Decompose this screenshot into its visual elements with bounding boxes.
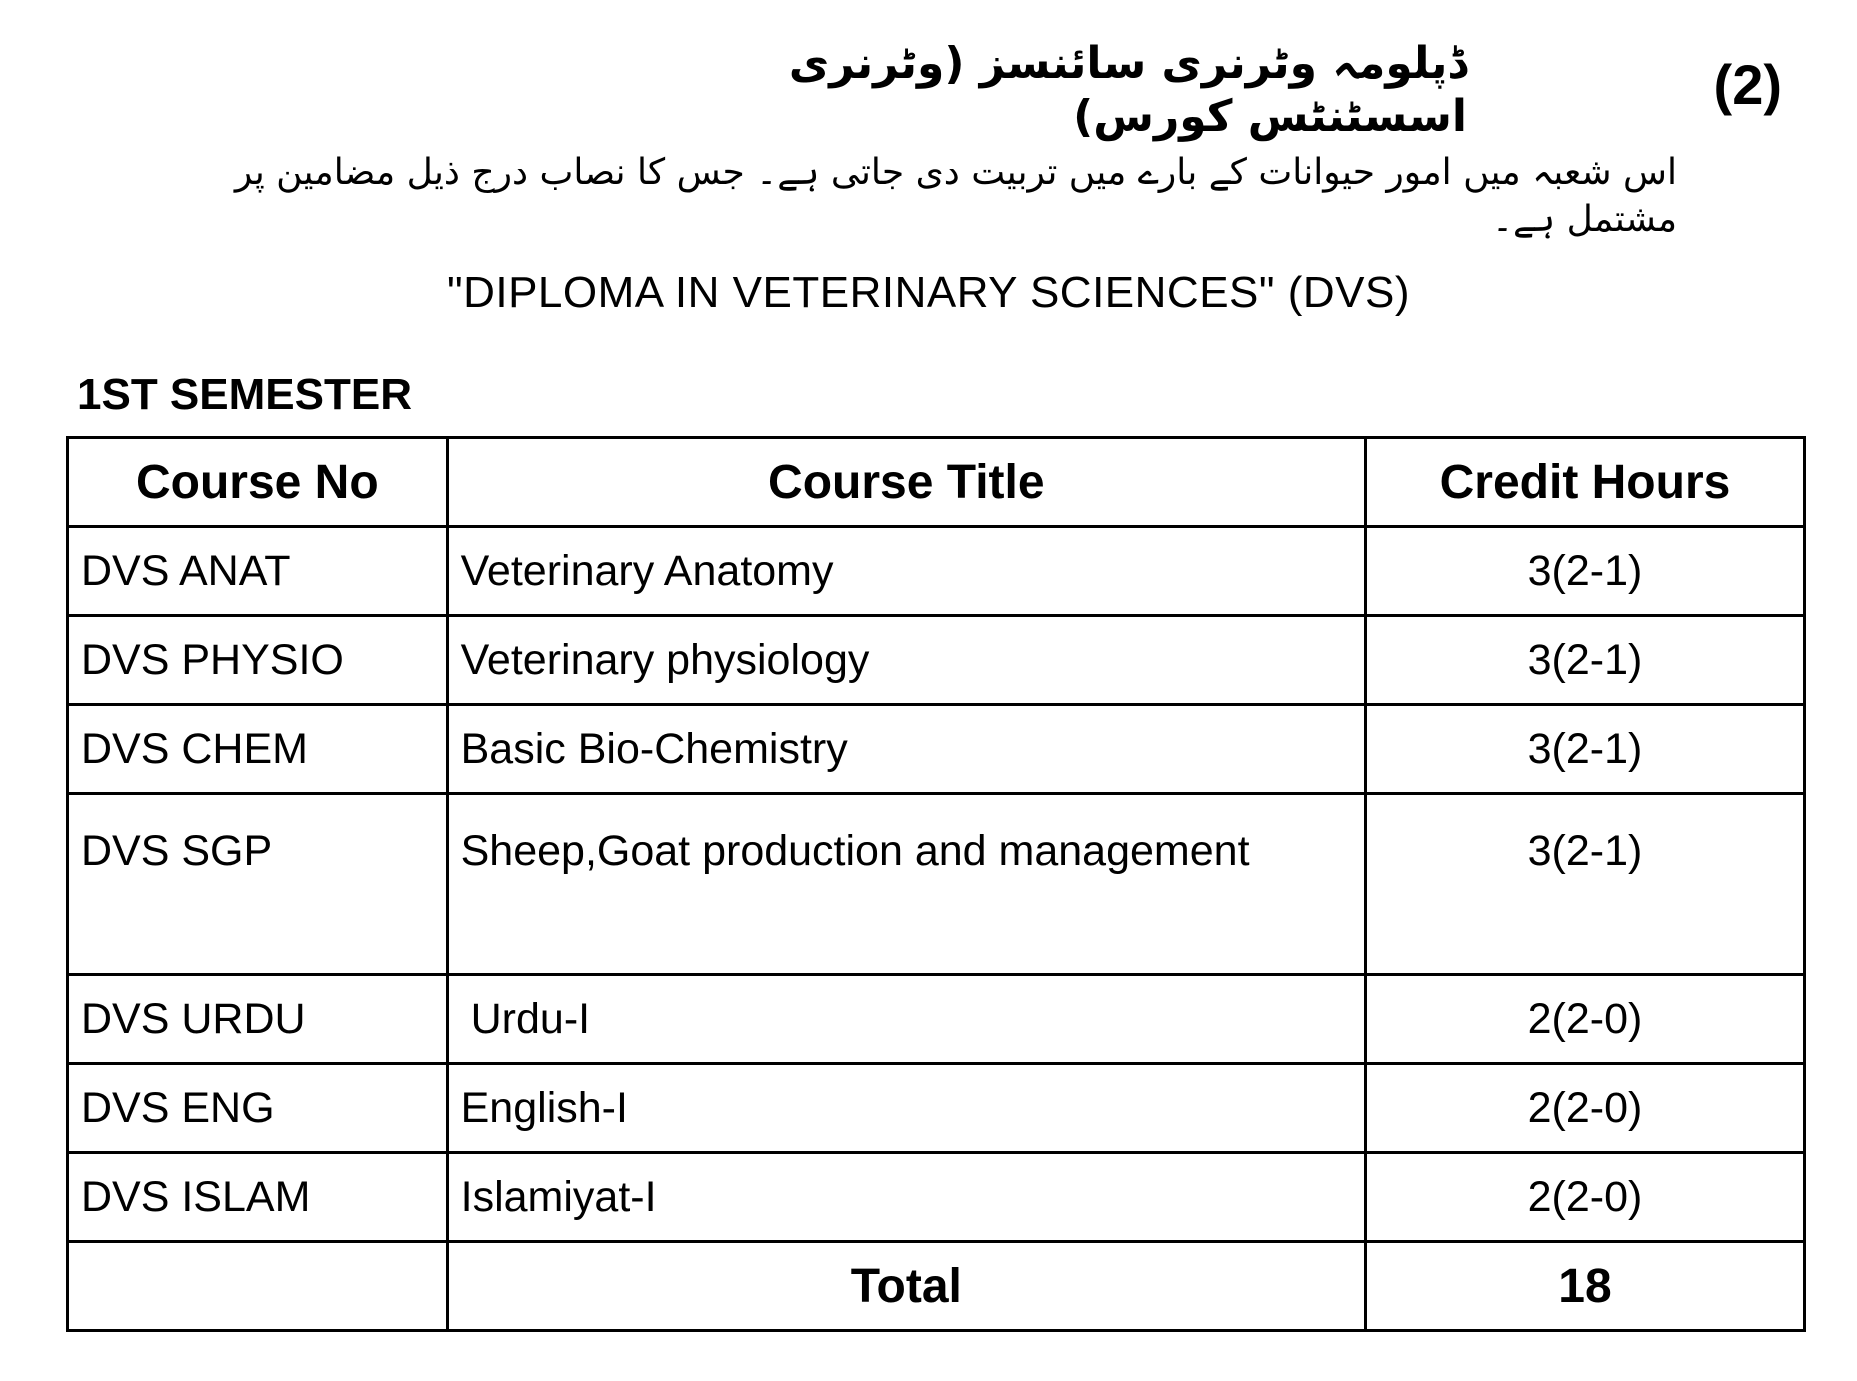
course-no-cell: DVS CHEM (68, 705, 448, 794)
header-credit-hours: Credit Hours (1365, 438, 1804, 527)
course-no-cell: DVS URDU (68, 975, 448, 1064)
course-no-cell: DVS ISLAM (68, 1153, 448, 1242)
section-number: (2) (1713, 53, 1782, 116)
urdu-heading: ڈپلومہ وٹرنری سائنسز (وٹرنری اسسٹنٹس کورس) (788, 38, 1467, 142)
course-title-cell: Basic Bio-Chemistry (447, 705, 1365, 794)
table-header-row (68, 438, 1805, 527)
course-title-cell: Veterinary Anatomy (447, 527, 1365, 616)
course-no-cell: DVS ANAT (68, 527, 448, 616)
total-value: 18 (1365, 1242, 1804, 1331)
table-row (68, 705, 1805, 794)
credit-hours-cell: 2(2-0) (1365, 1064, 1804, 1153)
credit-hours-cell: 3(2-1) (1365, 527, 1804, 616)
table-row (68, 1064, 1805, 1153)
course-title-cell: Veterinary physiology (447, 616, 1365, 705)
header-course-title: Course Title (447, 438, 1365, 527)
diploma-title: "DIPLOMA IN VETERINARY SCIENCES" (DVS) (446, 268, 1411, 317)
course-no-cell: DVS SGP (68, 794, 448, 975)
credit-hours-cell: 3(2-1) (1365, 794, 1804, 975)
credit-hours-cell: 2(2-0) (1365, 1153, 1804, 1242)
course-title-cell: Urdu-I (447, 975, 1365, 1064)
credit-hours-cell: 3(2-1) (1365, 705, 1804, 794)
semester-heading: 1ST SEMESTER (77, 370, 412, 419)
course-title-cell: Sheep,Goat production and management (447, 794, 1365, 975)
table-row (68, 975, 1805, 1064)
course-no-cell: DVS ENG (68, 1064, 448, 1153)
course-no-cell: DVS PHYSIO (68, 616, 448, 705)
table-row (68, 794, 1805, 975)
header-course-no: Course No (68, 438, 448, 527)
course-table (66, 436, 1806, 1332)
total-row (68, 1242, 1805, 1331)
table-row (68, 616, 1805, 705)
table-row (68, 1153, 1805, 1242)
total-label: Total (447, 1242, 1365, 1331)
credit-hours-cell: 2(2-0) (1365, 975, 1804, 1064)
urdu-intro-text: اس شعبہ میں امور حیوانات کے بارے میں تربیت دی جاتی ہے۔ جس کا نصاب درج ذیل مضامین پر مشتمل ہے۔ (234, 152, 1677, 240)
total-empty-cell (68, 1242, 448, 1331)
credit-hours-cell: 3(2-1) (1365, 616, 1804, 705)
table-row (68, 527, 1805, 616)
course-title-cell: Islamiyat-I (447, 1153, 1365, 1242)
course-title-cell: English-I (447, 1064, 1365, 1153)
